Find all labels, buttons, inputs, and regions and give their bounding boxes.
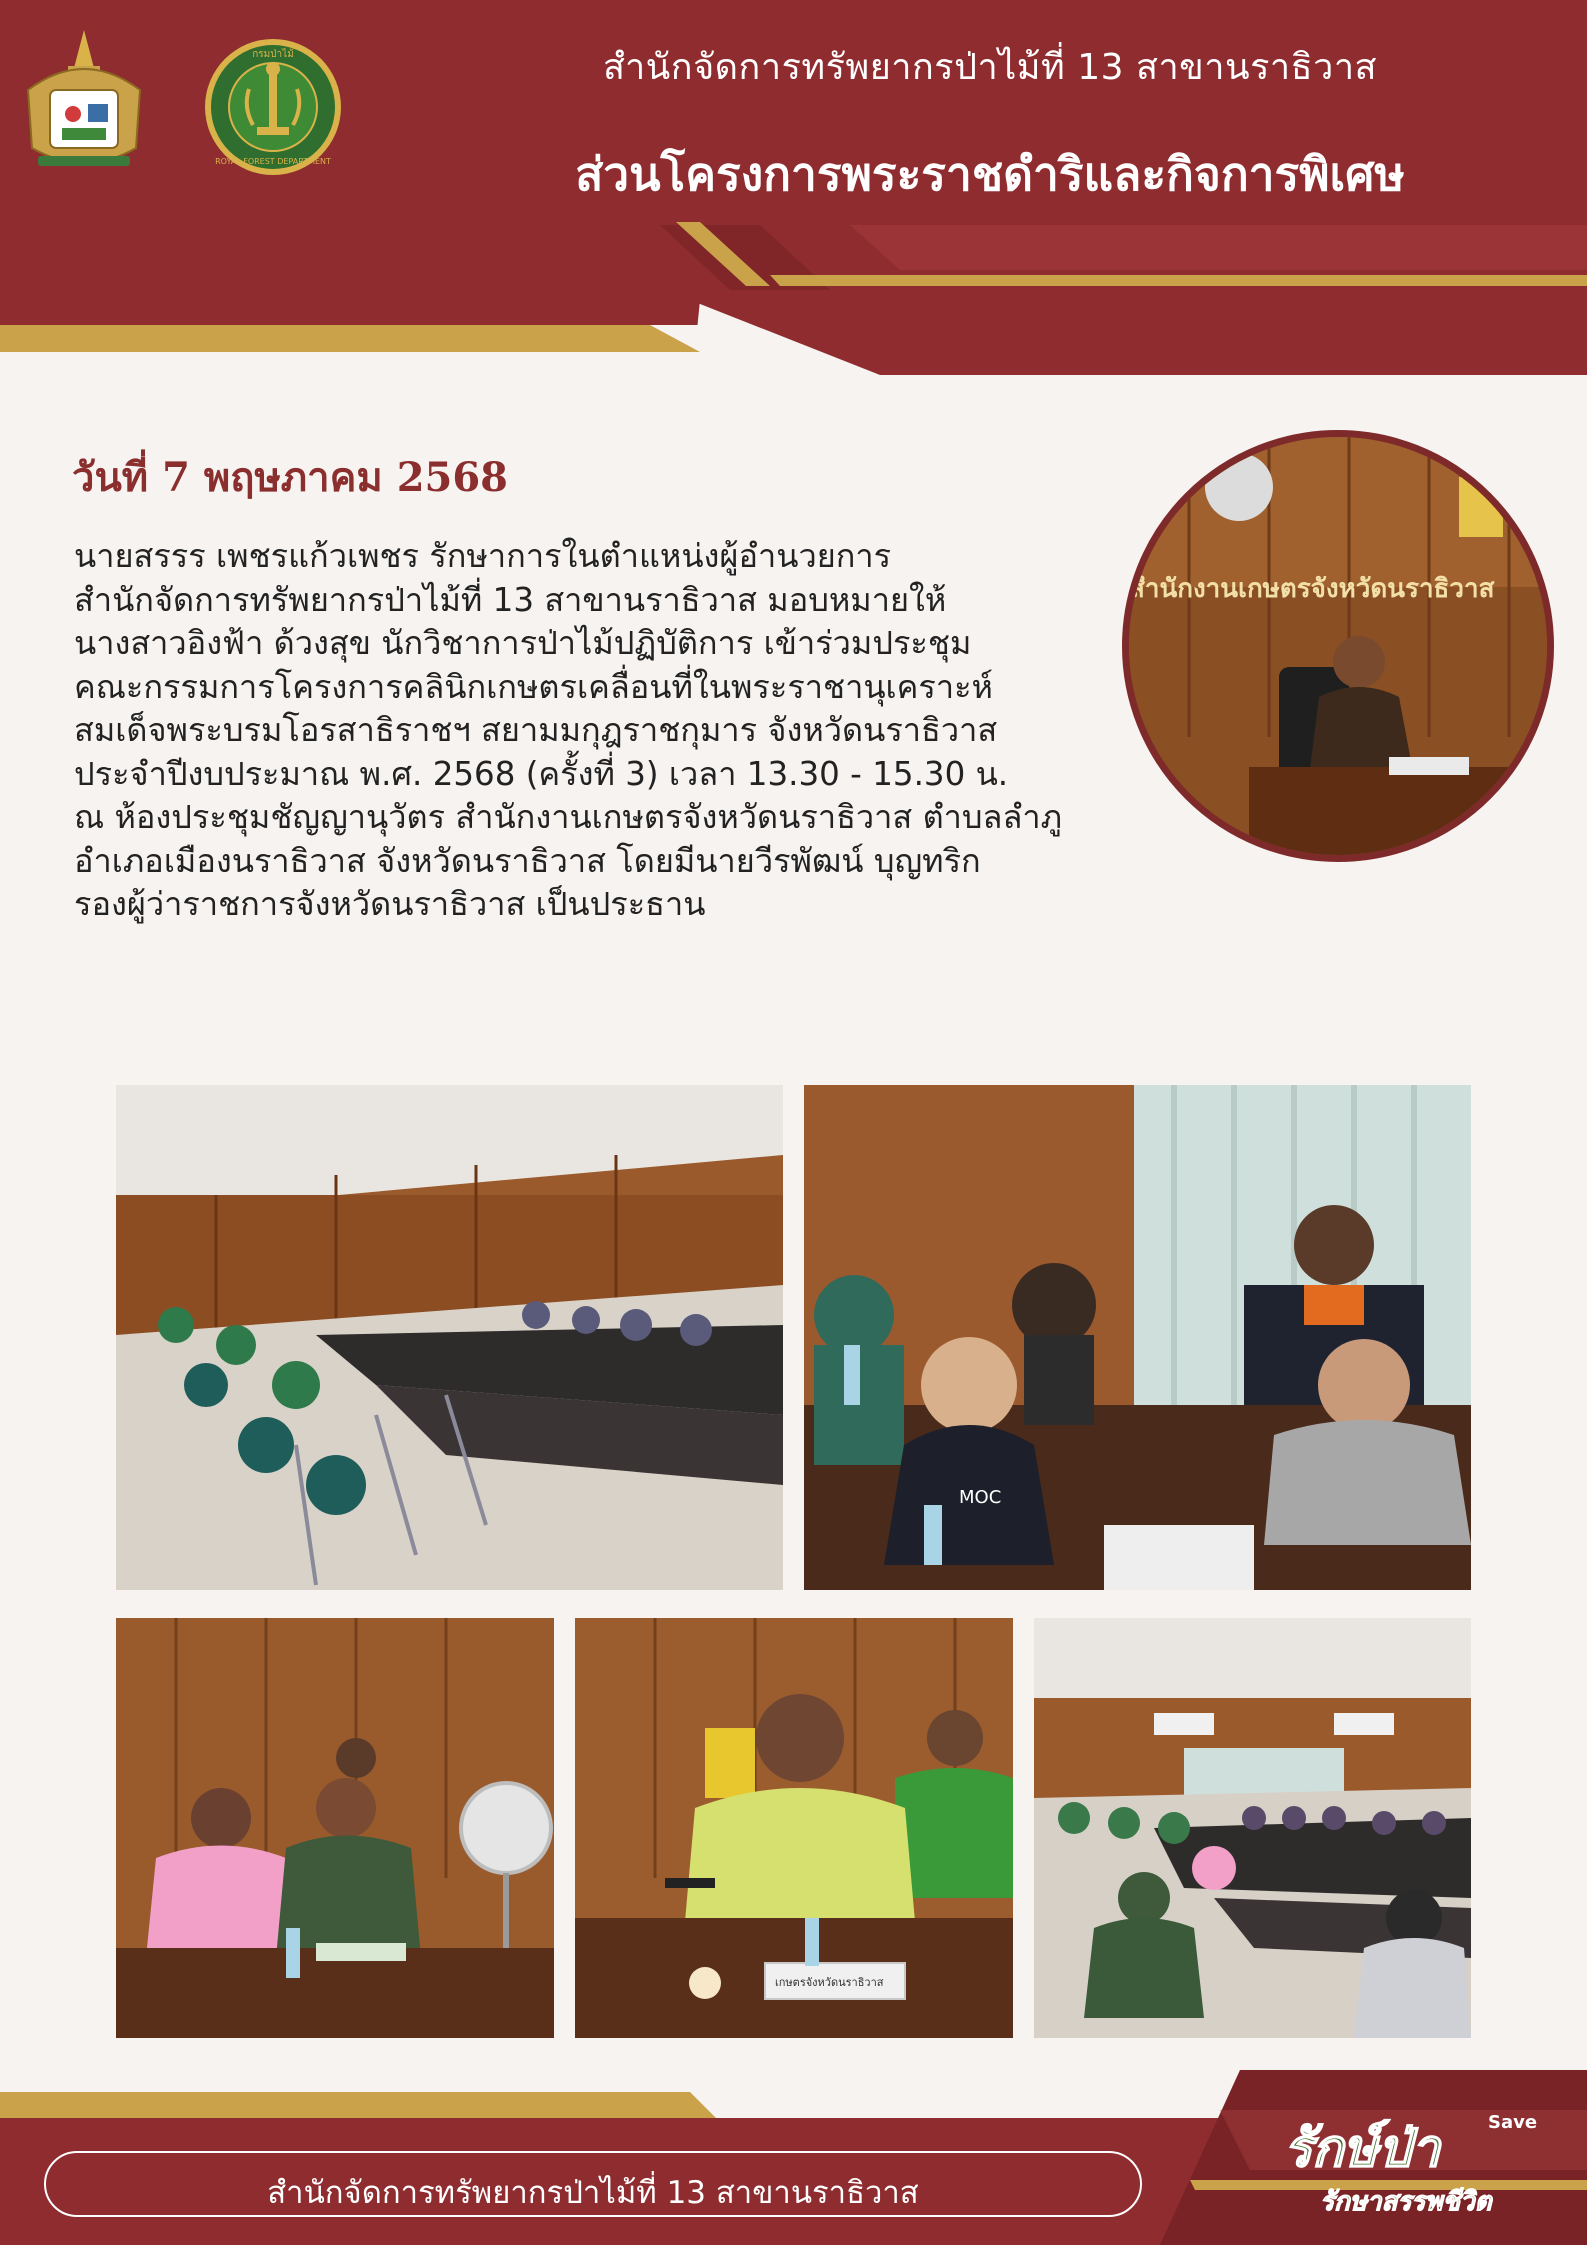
article-line: นางสาวอิงฟ้า ด้วงสุข นักวิชาการป่าไม้ปฏิบัติการ เข้าร่วมประชุม bbox=[74, 624, 972, 662]
article-line: สำนักจัดการทรัพยากรป่าไม้ที่ 13 สาขานราธิวาส มอบหมายให้ bbox=[74, 580, 947, 619]
meeting-attendees-photo-2 bbox=[804, 1085, 1471, 1590]
rak-pa-slogan-logo bbox=[1280, 2088, 1580, 2238]
office-sign-text: สำนักงานเกษตรจังหวัดนราธิวาส bbox=[1129, 574, 1495, 604]
rfd-logo-top-text: กรมป่าไม้ bbox=[252, 49, 294, 60]
article-line: รองผู้ว่าราชการจังหวัดนราธิวาส เป็นประธาน bbox=[74, 885, 706, 923]
slogan-main-text: รักษ์ป่า bbox=[1284, 2119, 1440, 2179]
slogan-sub-text: รักษาสรรพชีวิต bbox=[1320, 2187, 1492, 2217]
royal-emblem-logo bbox=[18, 28, 150, 178]
article-line: สมเด็จพระบรมโอรสาธิราชฯ สยามมกุฎราชกุมาร จังหวัดนราธิวาส bbox=[74, 711, 998, 749]
nameplate-text: เกษตรจังหวัดนราธิวาส bbox=[775, 1976, 884, 1989]
article-line: อำเภอเมืองนราธิวาส จังหวัดนราธิวาส โดยมีนายวีรพัฒน์ บุญทริก bbox=[74, 841, 981, 880]
article-line: คณะกรรมการโครงการคลินิกเกษตรเคลื่อนที่ในพระราชานุเคราะห์ bbox=[74, 667, 993, 706]
article-line: นายสรรร เพชรแก้วเพชร รักษาการในตำแหน่งผู้อำนวยการ bbox=[74, 537, 892, 575]
rfd-logo-bottom-text: ROYAL FOREST DEPARTMENT bbox=[215, 157, 331, 166]
slogan-save-text: Save bbox=[1488, 2112, 1538, 2133]
article-line: ณ ห้องประชุมชัญญานุวัตร สำนักงานเกษตรจังหวัดนราธิวาส ตำบลลำภู bbox=[74, 798, 1063, 836]
agriculture-officer-photo-4 bbox=[575, 1618, 1013, 2038]
meeting-table-photo-3 bbox=[116, 1618, 554, 2038]
royal-forest-department-logo bbox=[203, 37, 343, 177]
header-division-title: ส่วนโครงการพระราชดำริและกิจการพิเศษ bbox=[575, 147, 1405, 201]
meeting-room-photo-1 bbox=[116, 1085, 783, 1590]
footer-office-name: สำนักจัดการทรัพยากรป่าไม้ที่ 13 สาขานราธิวาส bbox=[267, 2175, 919, 2211]
meeting-room-photo-5 bbox=[1034, 1618, 1471, 2038]
article-body bbox=[74, 535, 1284, 927]
moc-badge-text: MOC bbox=[959, 1487, 1002, 1508]
header-office-name: สำนักจัดการทรัพยากรป่าไม้ที่ 13 สาขานราธิวาส bbox=[602, 47, 1378, 88]
article-date: วันที่ 7 พฤษภาคม 2568 bbox=[72, 454, 509, 501]
article-line: ประจำปีงบประมาณ พ.ศ. 2568 (ครั้งที่ 3) เวลา 13.30 - 15.30 น. bbox=[74, 754, 1009, 793]
chairman-photo bbox=[1122, 430, 1554, 862]
